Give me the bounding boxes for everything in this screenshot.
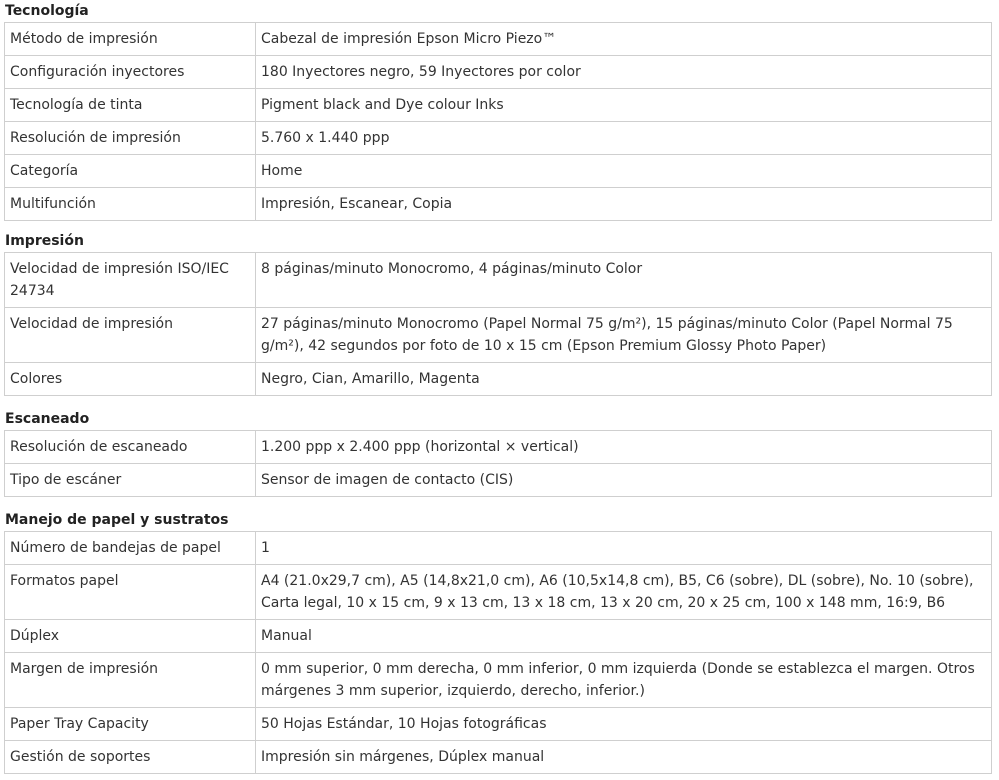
table-row — [5, 431, 992, 464]
spec-label: Método de impresión — [5, 23, 256, 56]
spec-label: Gestión de soportes — [5, 741, 256, 774]
section-title: Tecnología — [5, 3, 89, 19]
spec-label: Formatos papel — [5, 565, 256, 620]
spec-value: Sensor de imagen de contacto (CIS) — [256, 464, 992, 497]
spec-value: Pigment black and Dye colour Inks — [256, 89, 992, 122]
table-row — [5, 741, 992, 774]
section-manejo-papel — [4, 510, 992, 774]
table-row — [5, 708, 992, 741]
spec-table — [4, 252, 992, 396]
spec-label: Resolución de escaneado — [5, 431, 256, 464]
spec-label: Configuración inyectores — [5, 56, 256, 89]
spec-label: Número de bandejas de papel — [5, 532, 256, 565]
spec-value: 180 Inyectores negro, 59 Inyectores por color — [256, 56, 992, 89]
table-row — [5, 620, 992, 653]
spec-value: 5.760 x 1.440 ppp — [256, 122, 992, 155]
table-row — [5, 155, 992, 188]
spec-value: 50 Hojas Estándar, 10 Hojas fotográficas — [256, 708, 992, 741]
section-title: Manejo de papel y sustratos — [5, 512, 229, 528]
table-row — [5, 253, 992, 308]
spec-table — [4, 531, 992, 774]
spec-label: Colores — [5, 363, 256, 396]
section-tecnologia — [4, 1, 992, 221]
table-row — [5, 532, 992, 565]
spec-value: A4 (21.0x29,7 cm), A5 (14,8x21,0 cm), A6 (10,5x14,8 cm), B5, C6 (sobre), DL (sobre), No. 10 (sobre), Carta legal, 10 x 15 cm, 9 x 13 cm, 13 x 18 cm, 13 x 20 cm, 20 x 25 cm, 100 x 148 mm, 16:9, B6 — [256, 565, 992, 620]
spec-value: 1.200 ppp x 2.400 ppp (horizontal × vertical) — [256, 431, 992, 464]
spec-label: Dúplex — [5, 620, 256, 653]
spec-table — [4, 22, 992, 221]
spec-label: Velocidad de impresión — [5, 308, 256, 363]
spec-value: Impresión sin márgenes, Dúplex manual — [256, 741, 992, 774]
spec-label: Categoría — [5, 155, 256, 188]
spec-label: Paper Tray Capacity — [5, 708, 256, 741]
spec-value: 27 páginas/minuto Monocromo (Papel Normal 75 g/m²), 15 páginas/minuto Color (Papel Normal 75 g/m²), 42 segundos por foto de 10 x 15 cm (Epson Premium Glossy Photo Paper) — [256, 308, 992, 363]
table-row — [5, 188, 992, 221]
table-row — [5, 89, 992, 122]
section-title: Escaneado — [5, 411, 90, 427]
table-row — [5, 23, 992, 56]
spec-value: Impresión, Escanear, Copia — [256, 188, 992, 221]
table-row — [5, 565, 992, 620]
table-row — [5, 464, 992, 497]
spec-table — [4, 430, 992, 497]
spec-value: Manual — [256, 620, 992, 653]
spec-value: 1 — [256, 532, 992, 565]
spec-label: Resolución de impresión — [5, 122, 256, 155]
spec-value: Cabezal de impresión Epson Micro Piezo™ — [256, 23, 992, 56]
spec-value: Negro, Cian, Amarillo, Magenta — [256, 363, 992, 396]
spec-value: 0 mm superior, 0 mm derecha, 0 mm inferior, 0 mm izquierda (Donde se establezca el margen. Otros márgenes 3 mm superior, izquierdo, derecho, inferior.) — [256, 653, 992, 708]
section-impresion — [4, 231, 992, 396]
table-row — [5, 308, 992, 363]
spec-label: Multifunción — [5, 188, 256, 221]
spec-label: Margen de impresión — [5, 653, 256, 708]
spec-label: Velocidad de impresión ISO/IEC 24734 — [5, 253, 256, 308]
spec-label: Tecnología de tinta — [5, 89, 256, 122]
table-row — [5, 122, 992, 155]
section-title: Impresión — [5, 233, 84, 249]
table-row — [5, 653, 992, 708]
table-row — [5, 363, 992, 396]
spec-value: 8 páginas/minuto Monocromo, 4 páginas/minuto Color — [256, 253, 992, 308]
spec-label: Tipo de escáner — [5, 464, 256, 497]
section-escaneado — [4, 409, 992, 497]
spec-value: Home — [256, 155, 992, 188]
table-row — [5, 56, 992, 89]
